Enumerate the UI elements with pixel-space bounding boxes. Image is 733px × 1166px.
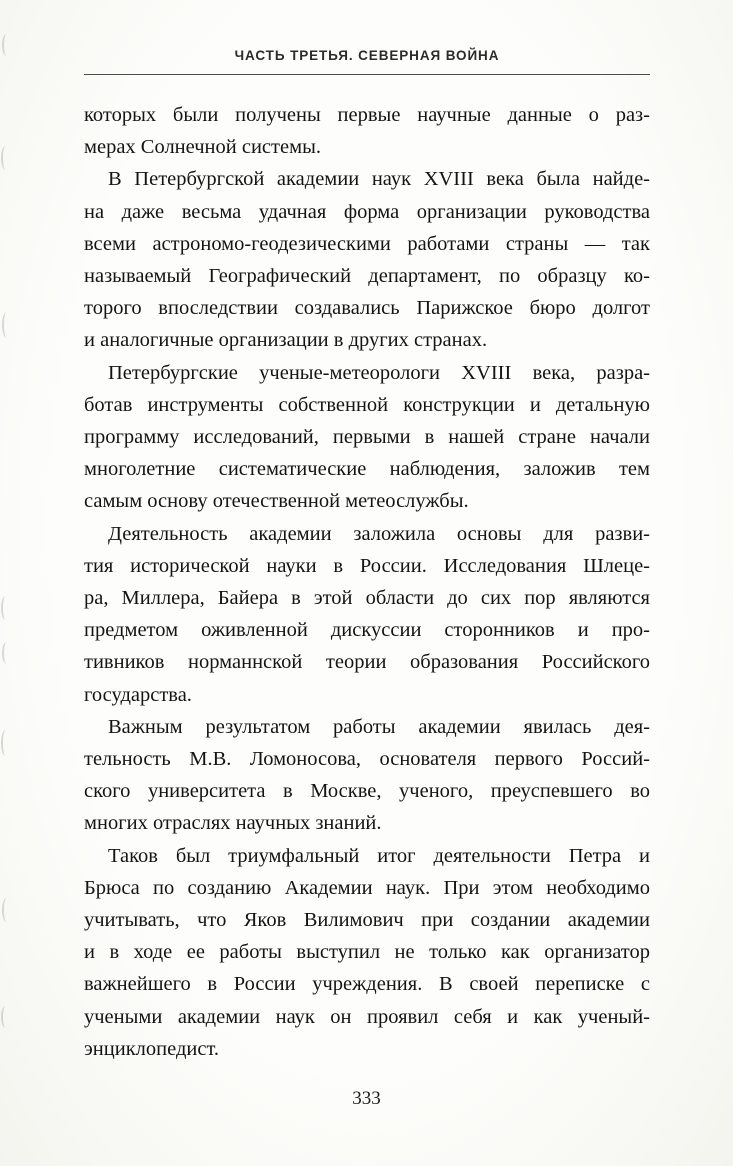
- scan-artifact: [1, 730, 10, 756]
- paragraph: [84, 518, 650, 711]
- text-line: торого впоследствии создавались Парижское бюро долгот: [84, 297, 650, 320]
- text-line: учеными академии наук он проявил себя и как ученый-: [84, 1005, 650, 1028]
- text-line: ского университета в Москве, ученого, преуспевшего во: [84, 780, 650, 803]
- text-line: мерах Солнечной системы.: [84, 136, 321, 159]
- text-line: многолетние систематические наблюдения, заложив тем: [84, 458, 650, 481]
- text-line: многих отраслях научных знаний.: [84, 812, 382, 835]
- running-header: ЧАСТЬ ТРЕТЬЯ. СЕВЕРНАЯ ВОЙНА: [234, 48, 500, 63]
- text-line: самым основу отечественной метеослужбы.: [84, 490, 469, 513]
- text-line: называемый Географический департамент, по образцу ко-: [84, 265, 650, 288]
- text-line: тивников норманнской теории образования Российского: [84, 651, 650, 674]
- text-line: тия исторической науки в России. Исследования Шлеце-: [84, 554, 650, 577]
- paragraph: [84, 711, 650, 840]
- text-column: [84, 48, 650, 1065]
- text-line: В Петербургской академии наук XVIII века была найде-: [108, 168, 650, 191]
- text-line: Деятельность академии заложила основы для разви-: [108, 522, 650, 545]
- scan-artifact: [1, 1006, 10, 1028]
- page-number: 333: [352, 1088, 381, 1109]
- body-text: [84, 99, 650, 1065]
- text-line: программу исследований, первыми в нашей стране начали: [84, 426, 650, 449]
- scan-artifact: [1, 596, 10, 620]
- text-line: ра, Миллера, Байера в этой области до сих пор являются: [84, 587, 650, 610]
- scan-artifact: [2, 312, 11, 338]
- text-line: которых были получены первые научные данные о раз-: [84, 104, 650, 126]
- text-line: важнейшего в России учреждения. В своей переписке с: [84, 973, 650, 996]
- text-line: учитывать, что Яков Вилимович при создании академии: [84, 909, 650, 932]
- scan-artifact: [2, 898, 11, 922]
- text-line: и аналогичные организации в других странах.: [84, 329, 488, 352]
- paragraph: [84, 99, 650, 163]
- text-line: Таков был триумфальный итог деятельности Петра и: [108, 844, 650, 867]
- text-line: тельность М.В. Ломоносова, основателя первого Россий-: [84, 748, 650, 771]
- text-line: всеми астрономо-геодезическими работами страны — так: [84, 232, 650, 255]
- text-line: предметом оживленной дискуссии сторонников и про-: [84, 619, 650, 642]
- text-line: энциклопедист.: [84, 1037, 219, 1060]
- paragraph: [84, 840, 650, 1065]
- text-line: государства.: [84, 683, 192, 706]
- header-rule: [84, 74, 650, 75]
- text-line: ботав инструменты собственной конструкции и детальную: [84, 393, 650, 416]
- text-line: Петербургские ученые-метеорологи XVIII века, разра-: [108, 361, 650, 384]
- scan-artifact: [2, 642, 11, 664]
- text-line: Брюса по созданию Академии наук. При этом необходимо: [84, 876, 650, 899]
- text-line: и в ходе ее работы выступил не только как организатор: [84, 941, 650, 964]
- text-line: на даже весьма удачная форма организации руководства: [84, 200, 650, 223]
- paragraph: [84, 163, 650, 356]
- text-line: Важным результатом работы академии явилась дея-: [108, 715, 650, 738]
- paragraph: [84, 357, 650, 518]
- scan-artifact: [2, 34, 11, 56]
- scan-artifact: [1, 146, 10, 170]
